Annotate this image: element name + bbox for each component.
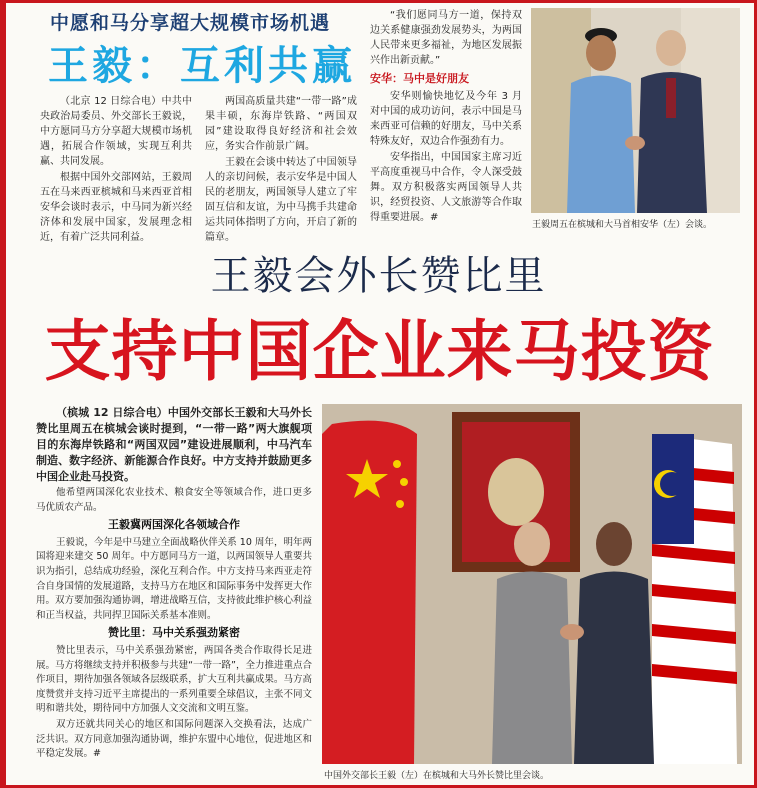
paragraph: 王毅说，今年是中马建立全面战略伙伴关系 10 周年，明年两国将迎来建交 50 周年。中方愿同马方一道，以两国领导人重要共识为指引，总结成功经验，深化互利合作。中方支持马来西亚走符合自身国情的发展道路，支持马方在地区和国际事务中发挥更大作用。双方要加强沟通协调，增进战略互信，支持彼此维护核心利益和正当权益，共同捍卫国际关系基本准则。: [36, 536, 312, 621]
paragraph: 他希望两国深化农业技术、粮食安全等领域合作，进口更多马优质农产品。: [36, 487, 312, 513]
main-subhead-2: 赞比里：马中关系强劲紧密: [108, 626, 240, 640]
photo1-caption: 王毅周五在槟城和大马首相安华（左）会谈。: [532, 220, 713, 230]
page-edge-bar: [0, 0, 6, 788]
paragraph: 双方还就共同关心的地区和国际问题深入交换看法，达成广泛共识。双方同意加强沟通协调，维护东盟中心地位，促进地区和平稳定发展。#: [36, 718, 312, 760]
quote-paragraph: “我们愿同马方一道，保持双边关系健康强劲发展势头，为两国人民带来更多福祉，为地区发展振兴作出新贡献。”: [370, 10, 522, 66]
top-column-2: [205, 94, 357, 246]
top-kicker: 中愿和马分享超大规模市场机遇: [50, 12, 331, 34]
paragraph: 两国高质量共建“一带一路”成果丰硕，东海岸铁路、“两国双园”建设取得良好经济和社会效应，务实合作前景广阔。: [205, 96, 357, 152]
top-column-3: [370, 8, 522, 226]
paragraph: 安华则愉快地忆及今年 3 月对中国的成功访问，表示中国是马来西亚可信赖的好朋友，马中关系特殊友好，双边合作强劲有力。: [370, 91, 522, 147]
main-subhead-1: 王毅冀两国深化各领域合作: [108, 518, 240, 532]
paragraph: 赞比里表示，马中关系强劲紧密，两国各类合作取得长足进展。马方将继续支持并积极参与共建“一带一路”，全力推进重点合作项目，期待加强各领域各层级联系，扩大互利共赢成果。马方高度赞赏并支持习近平主席提出的一系列重要全球倡议，主张不同文明和谐共处，期待同中方加强人文交流和文明互鉴。: [36, 644, 312, 715]
lead-paragraph: （槟城 12 日综合电）中国外交部长王毅和大马外长赞比里周五在槟城会谈时提到，“一带一路”两大旗舰项目的东海岸铁路和“两国双园”建设进展顺利，中马汽车制造、数字经济、新能源合作良好。中方支持并鼓励更多中国企业赴马投资。: [36, 406, 312, 483]
top-column-1: [40, 94, 192, 246]
photo2-caption: 中国外交部长王毅（左）在槟城和大马外长赞比里会谈。: [324, 771, 550, 781]
paragraph: （北京 12 日综合电）中共中央政治局委员、外交部长王毅说，中方愿同马方分享超大规模市场机遇，拓展合作领域，实现互利共赢、共同发展。: [40, 96, 192, 167]
paragraph: 根据中国外交部网站，王毅周五在马来西亚槟城和马来西亚首相安华会谈时表示，中马同为新兴经济体和发展中国家，发展理念相近，有着广泛共同利益。: [40, 172, 192, 243]
top-subhead: 安华：马中是好朋友: [370, 72, 469, 85]
top-headline: 王毅：互利共赢: [48, 43, 356, 89]
main-headline: 支持中国企业来马投资: [44, 313, 715, 390]
paragraph: 王毅在会谈中转达了中国领导人的亲切问候，表示安华是中国人民的老朋友，两国领导人建立了牢固互信和友谊，为中马携手共建命运共同体指明了方向，开启了新的篇章。: [205, 157, 357, 243]
main-deck: 王毅会外长赞比里: [210, 253, 547, 299]
photo-wangyi-zambry: [322, 404, 742, 764]
photo-wangyi-anwar: [531, 8, 740, 213]
paragraph: 安华指出，中国国家主席习近平高度重视马中合作，令人深受鼓舞。双方积极落实两国领导人共识，经贸投资、人文旅游等合作取得重要进展。#: [370, 152, 522, 223]
main-body: [36, 405, 312, 763]
